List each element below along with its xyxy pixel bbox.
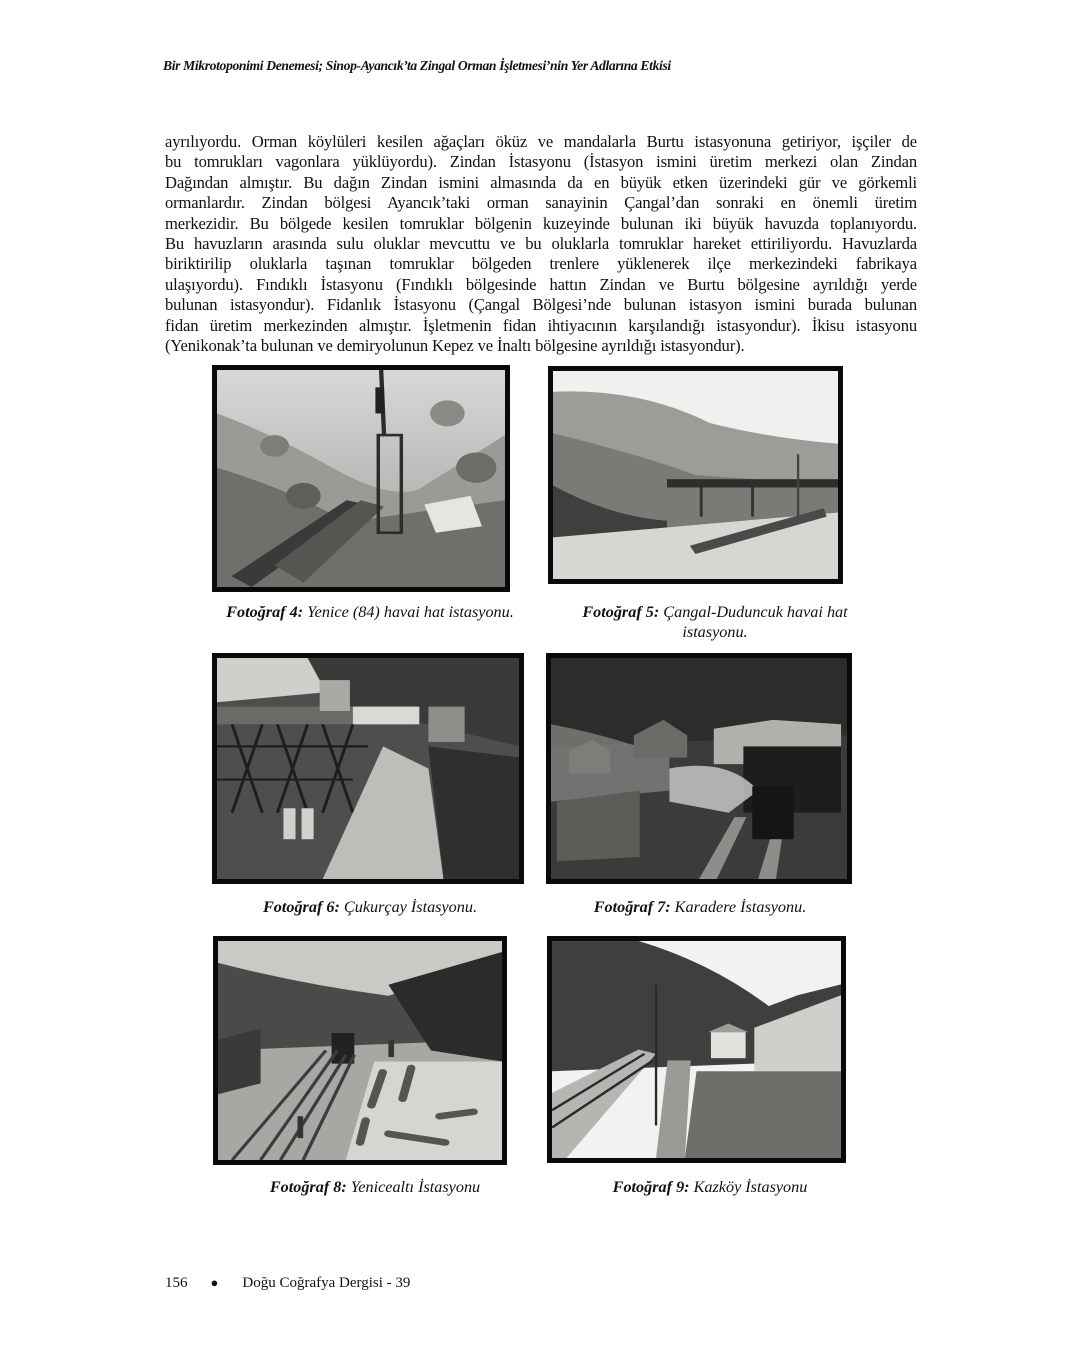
- body-line: fidan üretim merkezinden almıştır. İşletmenin fidan ihtiyacının karşılandığı istasyondur). İkisu istasyonu: [165, 315, 917, 335]
- body-line: Dağından almıştır. Bu dağın Zindan ismini almasında da en büyük etken üzerindeki gür ve görkemli: [165, 172, 917, 192]
- journal-name: Doğu Coğrafya Dergisi - 39: [242, 1275, 411, 1291]
- figure-caption-9: [560, 1177, 860, 1197]
- bullet-icon: ●: [210, 1275, 219, 1290]
- body-line: biriktirilip oluklarla taşınan tomruklar bölgeden trenlere yüklenerek ilçe merkezindeki fabrikaya: [165, 254, 917, 274]
- figure-label: Fotoğraf 9:: [612, 1178, 690, 1196]
- figure-caption-4: [200, 602, 540, 622]
- figure-caption-text: Yenicealtı İstasyonu: [346, 1178, 481, 1196]
- body-line: ormanlardır. Zindan bölgesi Ayancık’taki orman sanayinin Çangal’dan sonraki en önemli üretim: [165, 193, 917, 213]
- photo-7-karadere-station: [546, 653, 852, 884]
- body-line: Bu havuzların arasında sulu oluklar mevcuttu ve bu oluklarla tomruklar hareket ettiriliyordu. Havuzlarda: [165, 233, 917, 253]
- body-line: (Yenikonak’ta bulunan ve demiryolunun Kepez ve İnaltı bölgesine ayrıldığı istasyondur).: [165, 335, 745, 355]
- figure-caption-text: Çukurçay İstasyonu.: [339, 898, 477, 916]
- body-line: ayrılıyordu. Orman köylüleri kesilen ağaçları öküz ve mandalarla Burtu istasyonuna getiriyor, işçiler de: [165, 132, 917, 151]
- photo-8-yenicealti-station: [213, 936, 507, 1165]
- figure-caption-8: [210, 1177, 540, 1197]
- figure-label: Fotoğraf 6:: [262, 898, 340, 916]
- figure-label: Fotoğraf 4:: [226, 603, 304, 621]
- figure-caption-text-line2: istasyonu.: [682, 623, 748, 641]
- photo-9-kazkoy-station: [547, 936, 846, 1163]
- figure-label: Fotoğraf 8:: [269, 1178, 347, 1196]
- page-footer: [165, 1275, 410, 1292]
- figure-label: Fotoğraf 5:: [582, 603, 660, 621]
- figure-caption-5: [555, 602, 875, 642]
- body-line: bulunan istasyondur). Fidanlık İstasyonu (Çangal Bölgesi’nde bulunan istasyon ismini burada bulunan: [165, 295, 917, 315]
- figure-caption-text: Karadere İstasyonu.: [670, 898, 807, 916]
- body-line: ulaşıyordu). Fındıklı İstasyonu (Fındıklı bölgesinde hattın Zindan ve Burtu bölgesine ayrıldığı yerde: [165, 274, 917, 294]
- running-head: Bir Mikrotoponimi Denemesi; Sinop-Ayancık’ta Zingal Orman İşletmesi’nin Yer Adlarına Etkisi: [163, 58, 671, 73]
- figure-caption-text: Kazköy İstasyonu: [689, 1178, 808, 1196]
- body-paragraph: [165, 132, 917, 356]
- photo-5-cangal-duduncuk: [548, 366, 843, 584]
- figure-caption-6: [200, 897, 540, 917]
- photo-4-yenice-cableway: [212, 365, 510, 592]
- body-line: bu tomrukları vagonlara yüklüyordu). Zindan İstasyonu (İstasyon ismini üretim merkezi olan Zindan: [165, 152, 917, 172]
- photo-6-cukurcay-station: [212, 653, 524, 884]
- figure-caption-text: Çangal-Duduncuk havai hat: [659, 603, 848, 621]
- figure-caption-text: Yenice (84) havai hat istasyonu.: [303, 603, 514, 621]
- page-number: 156: [165, 1275, 188, 1291]
- body-line: merkezidir. Bu bölgede kesilen tomruklar bölgenin kuzeyinde bulunan iki büyük havuzda toplanıyordu.: [165, 213, 917, 233]
- figure-caption-7: [545, 897, 855, 917]
- figure-label: Fotoğraf 7:: [593, 898, 671, 916]
